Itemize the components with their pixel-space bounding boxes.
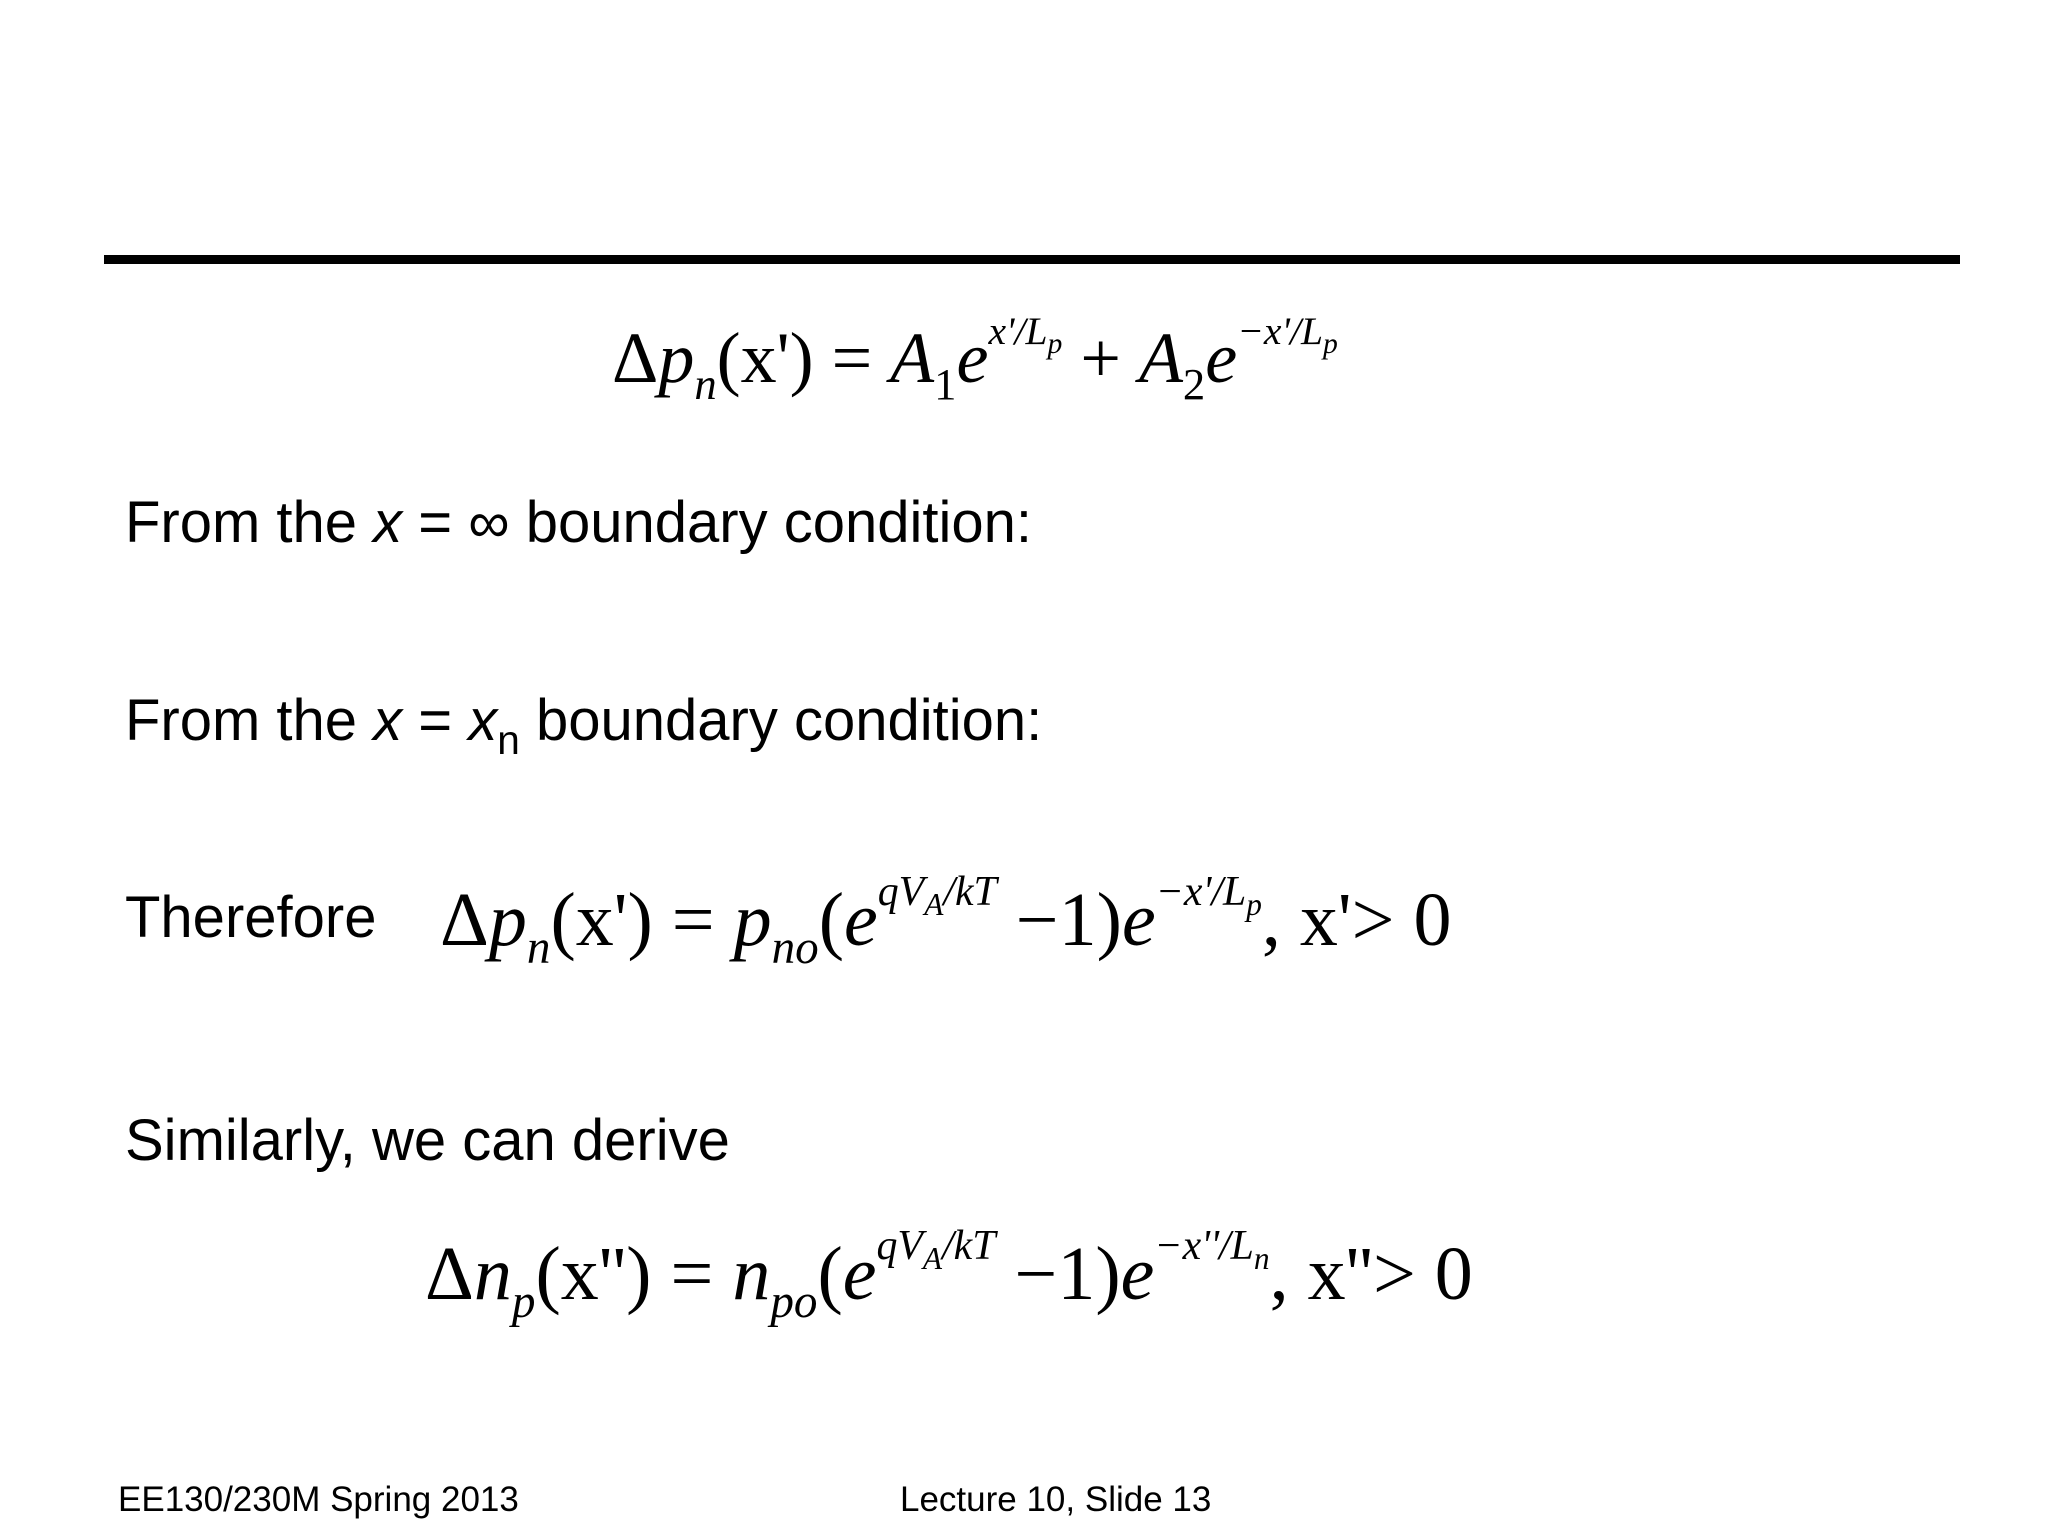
- hole-result-equation: $\Delta p_n(x') = p_{no}(e^{qV_A/kT} -1)e^{-x'/L_p}$, x'> 0: [440, 869, 1452, 974]
- title-divider: [104, 255, 1960, 264]
- similarly-text: Similarly, we can derive: [125, 1108, 730, 1173]
- general-solution-equation: $\Delta p_n(x') = A_1e^{x'/L_p} + A_2e^{-x'/L_p}$: [612, 309, 1338, 409]
- electron-result-equation: $\Delta n_p(x'') = n_{po}(e^{qV_A/kT} -1)e^{-x''/L_n}$, x''> 0: [425, 1223, 1473, 1328]
- boundary-condition-xn-text: From the $x = x_n$ boundary condition:: [125, 688, 1043, 764]
- footer-course-label: EE130/230M Spring 2013: [118, 1480, 519, 1519]
- footer-slide-number: Lecture 10, Slide 13: [900, 1480, 1212, 1519]
- therefore-label: Therefore: [125, 885, 377, 950]
- boundary-condition-infinity-text: From the x = ∞ boundary condition:: [125, 490, 1032, 555]
